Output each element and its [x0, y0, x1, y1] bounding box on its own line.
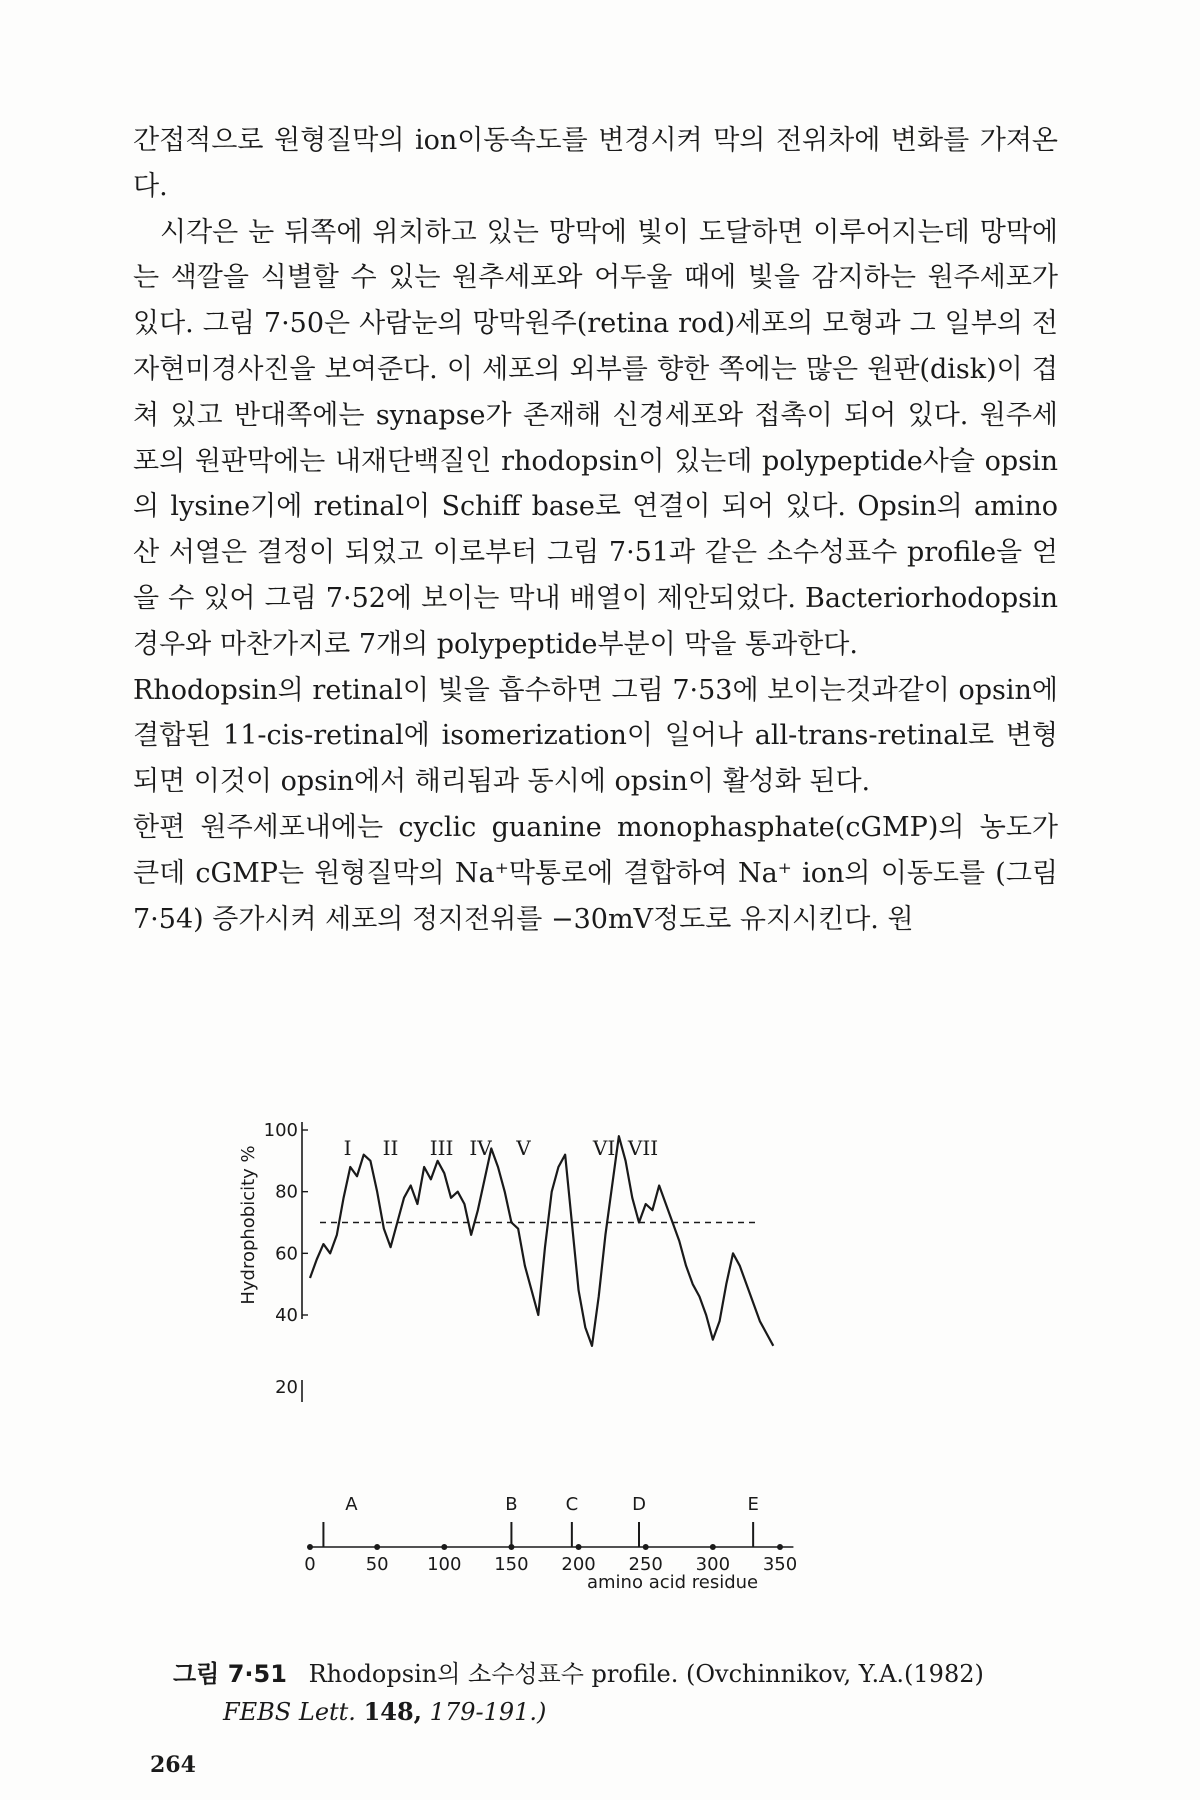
x-tick-label: 150 — [494, 1554, 529, 1575]
x-tick-label: 200 — [561, 1554, 596, 1575]
site-label: D — [632, 1494, 646, 1515]
x-tick-label: 50 — [365, 1554, 389, 1575]
x-tick-dot — [777, 1544, 783, 1550]
site-label: C — [565, 1494, 579, 1515]
x-tick-label: 100 — [427, 1554, 462, 1575]
helix-label: V — [516, 1136, 531, 1160]
figure-caption — [173, 1655, 1073, 1731]
hydrophobicity-figure — [238, 1050, 960, 1610]
page-number: 264 — [150, 1752, 196, 1778]
caption-journal: FEBS Lett. — [223, 1698, 356, 1726]
x-tick-label: 300 — [695, 1554, 731, 1575]
site-label: A — [345, 1494, 358, 1515]
x-tick-dot — [374, 1544, 380, 1550]
x-tick-label: 350 — [762, 1554, 798, 1575]
helix-label: II — [382, 1136, 399, 1160]
helix-label: IV — [469, 1136, 492, 1160]
paragraph-4: 한편 원주세포내에는 cyclic guanine monophasphate(cGMP)의 농도가 큰데 cGMP는 원형질막의 Na⁺막통로에 결합하여 Na⁺ ion의 이동도를 (그림 7·54) 증가시켜 세포의 정지전위를 −30mV정도로 유지시킨다. 원 — [133, 811, 1058, 935]
x-tick-label: 250 — [628, 1554, 663, 1575]
helix-label: III — [429, 1136, 454, 1160]
y-tick-label: 100 — [263, 1120, 298, 1141]
site-label: E — [747, 1494, 759, 1515]
hydrophobicity-chart — [238, 1050, 960, 1610]
helix-label: VII — [627, 1136, 659, 1160]
helix-label: I — [343, 1136, 352, 1160]
y-tick-label: 20 — [275, 1377, 298, 1398]
x-tick-dot — [576, 1544, 582, 1550]
x-tick-label: 0 — [304, 1554, 316, 1575]
x-tick-dot — [441, 1544, 447, 1550]
body-text — [133, 118, 1058, 942]
paragraph-3: Rhodopsin의 retinal이 빛을 흡수하면 그림 7·53에 보이는것과같이 opsin에 결합된 11-cis-retinal에 isomerization이 일어나 all-trans-retinal로 변형되면 이것이 opsin에서 해리됨과 동시에 opsin이 활성화 된다. — [133, 674, 1058, 798]
paragraph-2: 시각은 눈 뒤쪽에 위치하고 있는 망막에 빛이 도달하면 이루어지는데 망막에는 색깔을 식별할 수 있는 원추세포와 어두울 때에 빛을 감지하는 원주세포가 있다. 그림 7·50은 사람눈의 망막원주(retina rod)세포의 모형과 그 일부의 전자현미경사진을 보여준다. 이 세포의 외부를 향한 쪽에는 많은 원판(disk)이 겹쳐 있고 반대쪽에는 synapse가 존재해 신경세포와 접촉이 되어 있다. 원주세포의 원판막에는 내재단백질인 rhodopsin이 있는데 polypeptide사슬 opsin의 lysine기에 retinal이 Schiff base로 연결이 되어 있다. Opsin의 amino산 서열은 결정이 되었고 이로부터 그림 7·51과 같은 소수성표수 profile을 얻을 수 있어 그림 7·52에 보이는 막내 배열이 제안되었다. Bacteriorhodopsin경우와 마찬가지로 7개의 polypeptide부분이 막을 통과한다. — [133, 216, 1058, 660]
caption-text: Rhodopsin의 소수성표수 profile. (Ovchinnikov, Y.A.(1982) — [308, 1660, 984, 1688]
site-label: B — [505, 1494, 518, 1515]
hydrophobicity-line — [310, 1136, 773, 1346]
y-tick-label: 40 — [275, 1305, 298, 1326]
x-tick-dot — [710, 1544, 716, 1550]
y-tick-label: 60 — [275, 1243, 298, 1265]
caption-volume: 148, — [363, 1697, 423, 1726]
caption-label: 그림 7·51 — [173, 1660, 287, 1688]
caption-pages: 179-191.) — [429, 1698, 547, 1726]
x-tick-dot — [643, 1544, 649, 1550]
helix-label: VI — [592, 1136, 616, 1160]
y-tick-label: 80 — [275, 1181, 298, 1203]
x-tick-dot — [307, 1544, 313, 1550]
y-axis-label: Hydrophobicity % — [238, 1145, 259, 1305]
paragraph-1: 간접적으로 원형질막의 ion이동속도를 변경시켜 막의 전위차에 변화를 가져온다. — [133, 125, 1058, 202]
x-axis-label: amino acid residue — [586, 1572, 759, 1593]
